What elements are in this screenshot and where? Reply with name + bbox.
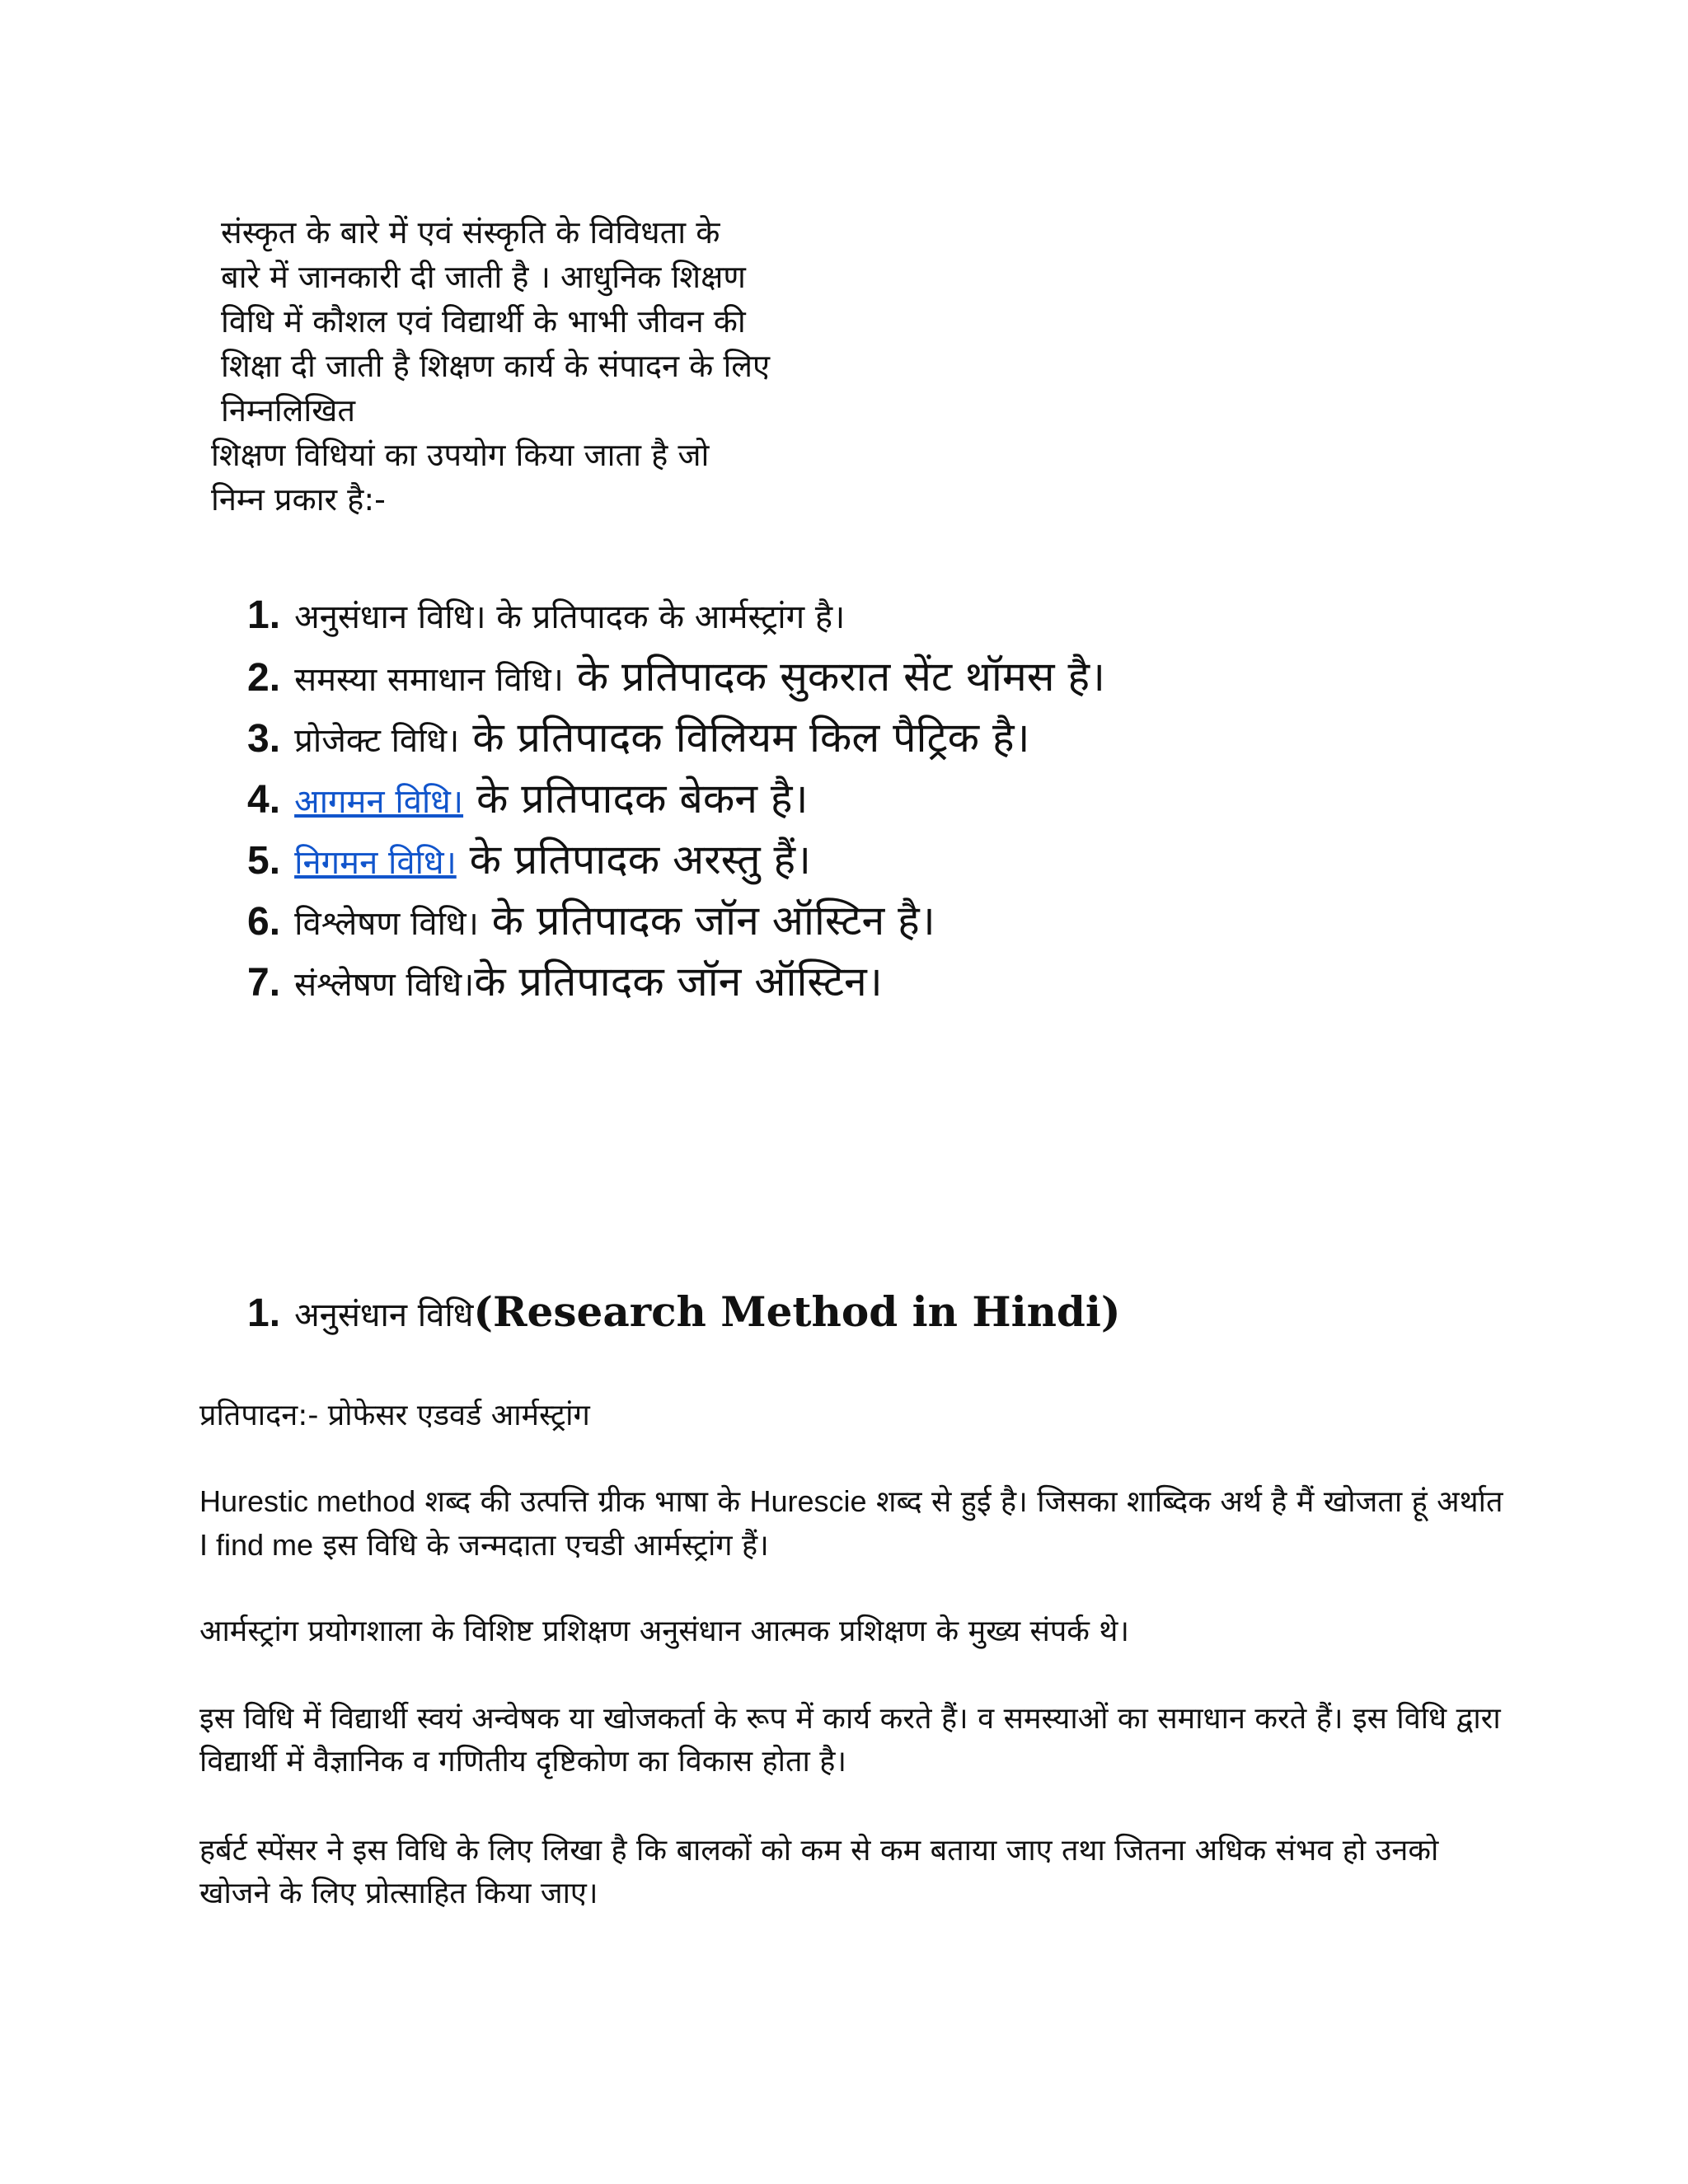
method-name: प्रोजेक्ट विधि। <box>294 722 460 760</box>
list-number: 3. <box>247 717 281 761</box>
section-title-english: (Research Method in Hindi) <box>473 1287 1121 1336</box>
intro-line: बारे में जानकारी दी जाती है । आधुनिक शिक्षण <box>221 259 746 295</box>
list-item <box>247 646 1105 707</box>
list-number: 4. <box>247 778 281 822</box>
paragraph: इस विधि में विद्यार्थी स्वयं अन्वेषक या खोजकर्ता के रूप में कार्य करते हैं। व समस्याओं का समाधान करते हैं। इस विधि द्वारा विद्यार्थी में वैज्ञानिक व गणितीय दृष्टिकोण का विकास होता है। <box>199 1702 1501 1779</box>
paragraph: हर्बर्ट स्पेंसर ने इस विधि के लिए लिखा है कि बालकों को कम से कम बताया जाए तथा जितना अधिक संभव हो उनको खोजने के लिए प्रोत्साहित किया जाए। <box>199 1834 1439 1910</box>
list-item <box>247 585 1105 646</box>
method-name: विश्लेषण विधि। <box>294 905 479 943</box>
method-proponent: के प्रतिपादक अरस्तु हैं। <box>456 836 812 883</box>
intro-line: निम्न प्रकार है:- <box>211 481 386 518</box>
list-number: 2. <box>247 656 281 700</box>
intro-line: संस्कृत के बारे में एवं संस्कृति के विविधता के <box>221 214 720 251</box>
list-item <box>247 829 1105 890</box>
method-proponent: के प्रतिपादक के आर्मस्ट्रांग है। <box>485 598 846 636</box>
list-number: 6. <box>247 900 281 944</box>
method-name: अनुसंधान विधि। <box>294 598 486 636</box>
list-number: 1. <box>247 593 281 637</box>
method-proponent: के प्रतिपादक सुकरात सेंट थॉमस है। <box>563 653 1105 701</box>
methods-list <box>247 585 1105 1012</box>
paragraph: आर्मस्ट्रांग प्रयोगशाला के विशिष्ट प्रशिक्षण अनुसंधान आत्मक प्रशिक्षण के मुख्य संपर्क थे। <box>199 1615 1130 1648</box>
method-name: समस्या समाधान विधि। <box>294 661 564 699</box>
list-item <box>247 951 1105 1012</box>
section-title-hindi: अनुसंधान विधि <box>294 1296 474 1334</box>
list-item <box>247 768 1105 829</box>
method-link-aagman[interactable]: आगमन विधि। <box>294 783 464 821</box>
method-proponent: के प्रतिपादक बेकन है। <box>463 775 809 823</box>
list-number: 7. <box>247 961 281 1005</box>
method-proponent: के प्रतिपादक विलियम किल पैट्रिक है। <box>459 714 1030 762</box>
method-proponent: के प्रतिपादक जॉन ऑस्टिन। <box>474 958 883 1005</box>
intro-line: शिक्षा दी जाती है शिक्षण कार्य के संपादन के लिए <box>221 348 771 384</box>
list-item <box>247 707 1105 768</box>
section-number: 1. <box>247 1291 281 1335</box>
method-name: संश्लेषण विधि। <box>294 966 475 1004</box>
method-proponent: के प्रतिपादक जॉन ऑस्टिन है। <box>478 897 935 944</box>
intro-line: निम्नलिखित <box>221 392 356 429</box>
list-item <box>247 890 1105 951</box>
list-number: 5. <box>247 839 281 883</box>
proponent-line: प्रतिपादन:- प्रोफेसर एडवर्ड आर्मस्ट्रांग <box>199 1399 590 1432</box>
intro-line: शिक्षण विधियां का उपयोग किया जाता है जो <box>211 437 710 473</box>
paragraph: Hurestic method शब्द की उत्पत्ति ग्रीक भाषा के Hurescie शब्द से हुई है। जिसका शाब्दिक अर्थ है मैं खोजता हूं अर्थात I find me इस विधि के जन्मदाता एचडी आर्मस्ट्रांग हैं। <box>199 1484 1503 1563</box>
method-link-nigaman[interactable]: निगमन विधि। <box>294 844 457 882</box>
intro-line: विधि में कौशल एवं विद्यार्थी के भाभी जीवन की <box>221 303 746 340</box>
section-heading <box>247 1282 1121 1352</box>
